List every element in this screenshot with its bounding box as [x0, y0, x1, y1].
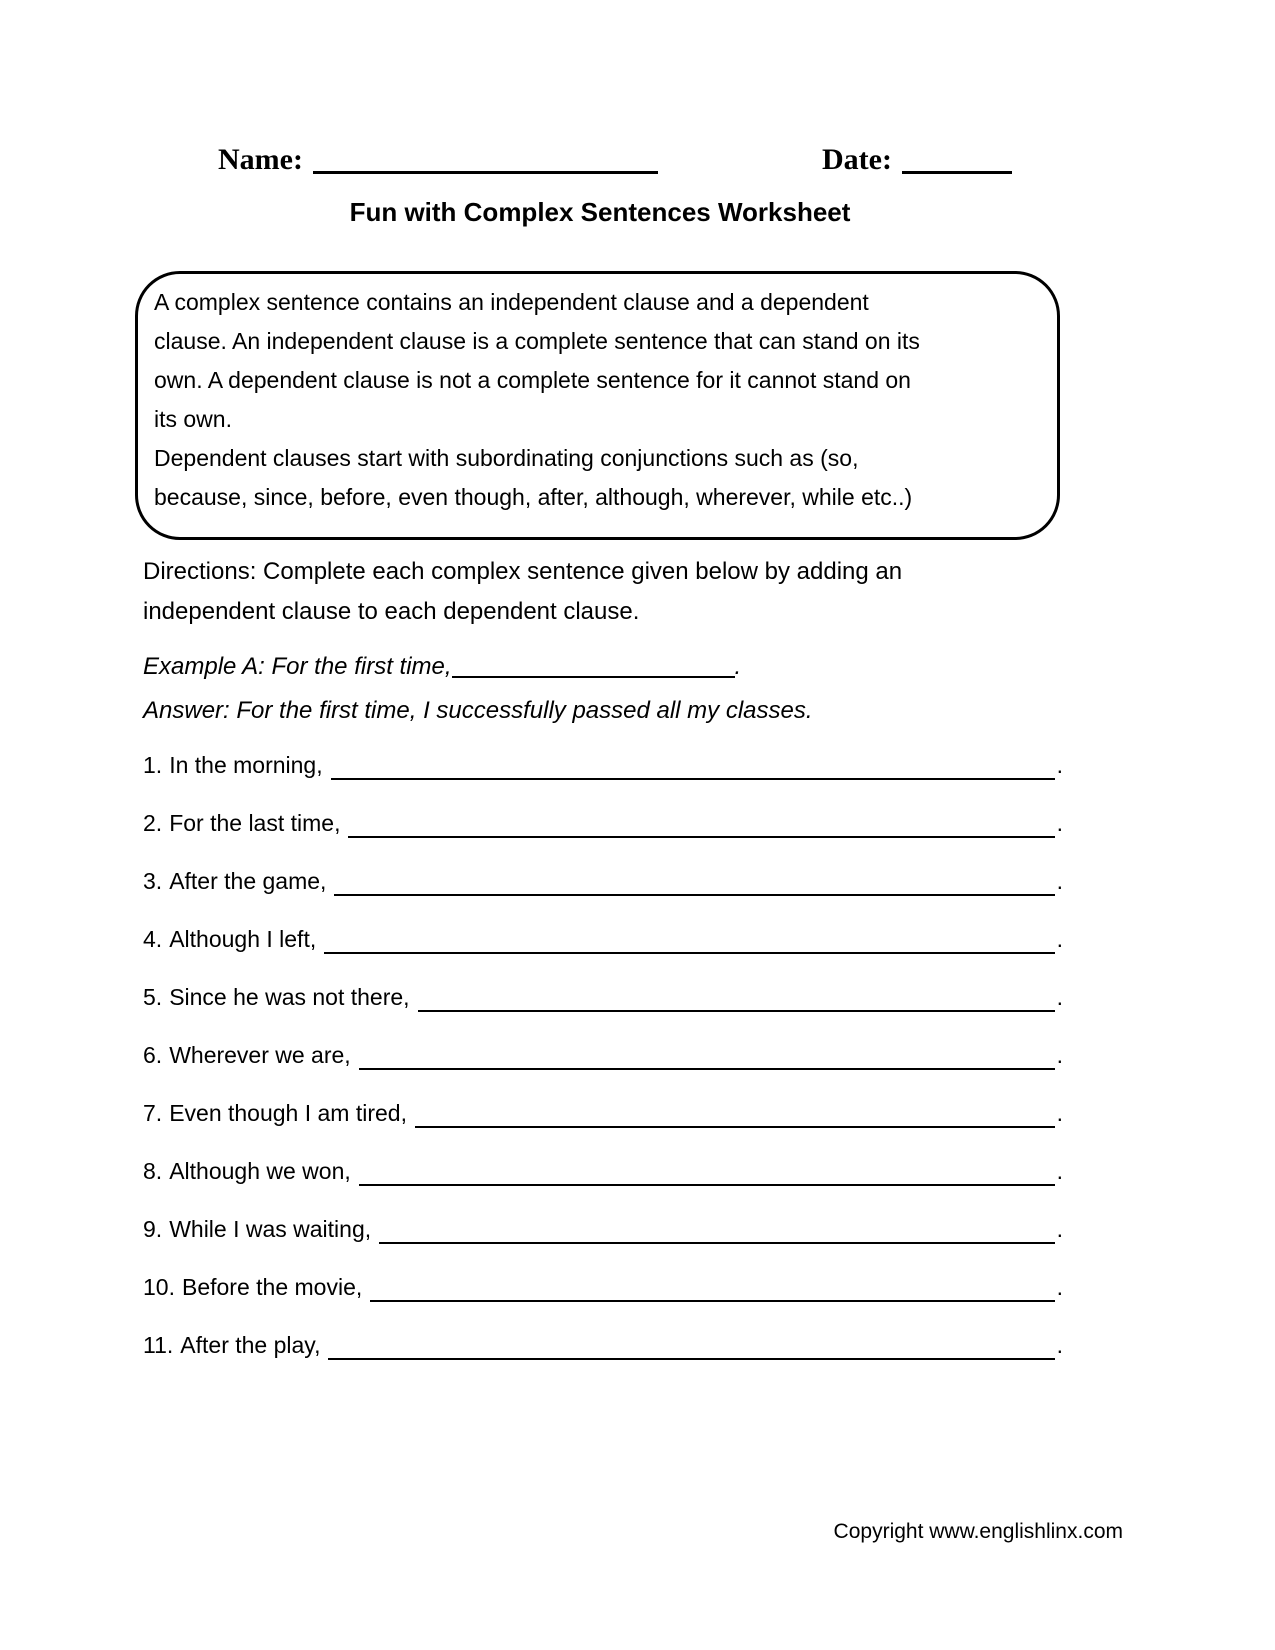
answer-blank[interactable] — [418, 980, 1055, 1012]
item-period: . — [1056, 984, 1063, 1010]
item-period: . — [1056, 1274, 1063, 1300]
definition-line: because, since, before, even though, after, although, wherever, while etc..) — [154, 484, 913, 510]
item-period: . — [1056, 868, 1063, 894]
item-number: 4. — [143, 926, 163, 952]
worksheet-item — [143, 1154, 1063, 1188]
item-period: . — [1056, 1158, 1063, 1184]
worksheet-item — [143, 980, 1063, 1014]
worksheet-item — [143, 806, 1063, 840]
date-blank[interactable] — [902, 171, 1012, 174]
answer-blank[interactable] — [379, 1212, 1054, 1244]
item-number: 3. — [143, 868, 163, 894]
date-field-group — [822, 142, 1012, 178]
definition-line: its own. — [154, 406, 232, 432]
worksheet-item — [143, 864, 1063, 898]
example-answer: Answer: For the first time, I successfully passed all my classes. — [143, 697, 813, 724]
answer-blank[interactable] — [324, 922, 1054, 954]
item-period: . — [1056, 810, 1063, 836]
item-period: . — [1056, 926, 1063, 952]
item-clause: For the last time, — [169, 810, 341, 836]
definition-line: clause. An independent clause is a complete sentence that can stand on its — [154, 328, 920, 354]
page-title: Fun with Complex Sentences Worksheet — [349, 197, 851, 227]
item-clause: Wherever we are, — [169, 1042, 351, 1068]
item-number: 5. — [143, 984, 163, 1010]
item-clause: After the play, — [180, 1332, 321, 1358]
example-period: . — [734, 653, 742, 680]
item-clause: While I was waiting, — [169, 1216, 372, 1242]
worksheet-item — [143, 1038, 1063, 1072]
example-blank[interactable] — [452, 676, 735, 678]
item-clause: Before the movie, — [181, 1274, 363, 1300]
worksheet-item — [143, 1096, 1063, 1130]
worksheet-item — [143, 1270, 1063, 1304]
worksheet-item — [143, 922, 1063, 956]
definition-line: A complex sentence contains an independent clause and a dependent — [154, 289, 869, 315]
worksheet-item — [143, 748, 1063, 782]
item-number: 7. — [143, 1100, 163, 1126]
name-field-group — [218, 142, 658, 178]
item-clause: In the morning, — [169, 752, 323, 778]
item-clause: After the game, — [169, 868, 327, 894]
item-number: 6. — [143, 1042, 163, 1068]
name-label: Name: — [218, 143, 303, 176]
items-list — [143, 748, 1063, 1386]
item-period: . — [1056, 752, 1063, 778]
definition-line: Dependent clauses start with subordinating conjunctions such as (so, — [154, 445, 859, 471]
item-period: . — [1056, 1042, 1063, 1068]
answer-blank[interactable] — [370, 1270, 1054, 1302]
item-number: 8. — [143, 1158, 163, 1184]
worksheet-item — [143, 1212, 1063, 1246]
date-label: Date: — [822, 143, 892, 176]
item-number: 11. — [143, 1332, 174, 1358]
answer-blank[interactable] — [334, 864, 1054, 896]
item-clause: Although I left, — [169, 926, 317, 952]
item-clause: Although we won, — [169, 1158, 351, 1184]
directions — [143, 552, 902, 632]
item-number: 9. — [143, 1216, 163, 1242]
example-block — [143, 645, 813, 733]
answer-blank[interactable] — [359, 1154, 1055, 1186]
copyright-text: Copyright www.englishlinx.com — [833, 1520, 1123, 1543]
answer-blank[interactable] — [415, 1096, 1055, 1128]
example-prompt: Example A: For the first time, — [143, 653, 452, 680]
item-number: 10. — [143, 1274, 175, 1300]
directions-line: Directions: Complete each complex sentence given below by adding an — [143, 558, 903, 585]
answer-blank[interactable] — [328, 1328, 1054, 1360]
answer-blank[interactable] — [348, 806, 1054, 838]
worksheet-item — [143, 1328, 1063, 1362]
definition-box — [135, 271, 1060, 540]
item-clause: Since he was not there, — [169, 984, 410, 1010]
item-number: 2. — [143, 810, 163, 836]
answer-blank[interactable] — [359, 1038, 1055, 1070]
definition-line: own. A dependent clause is not a complete sentence for it cannot stand on — [154, 367, 911, 393]
name-blank[interactable] — [313, 171, 658, 174]
item-number: 1. — [143, 752, 163, 778]
answer-blank[interactable] — [331, 748, 1055, 780]
item-clause: Even though I am tired, — [169, 1100, 407, 1126]
example-prompt-row — [143, 645, 813, 689]
directions-line: independent clause to each dependent clause. — [143, 598, 640, 625]
item-period: . — [1056, 1216, 1063, 1242]
item-period: . — [1056, 1332, 1063, 1358]
item-period: . — [1056, 1100, 1063, 1126]
